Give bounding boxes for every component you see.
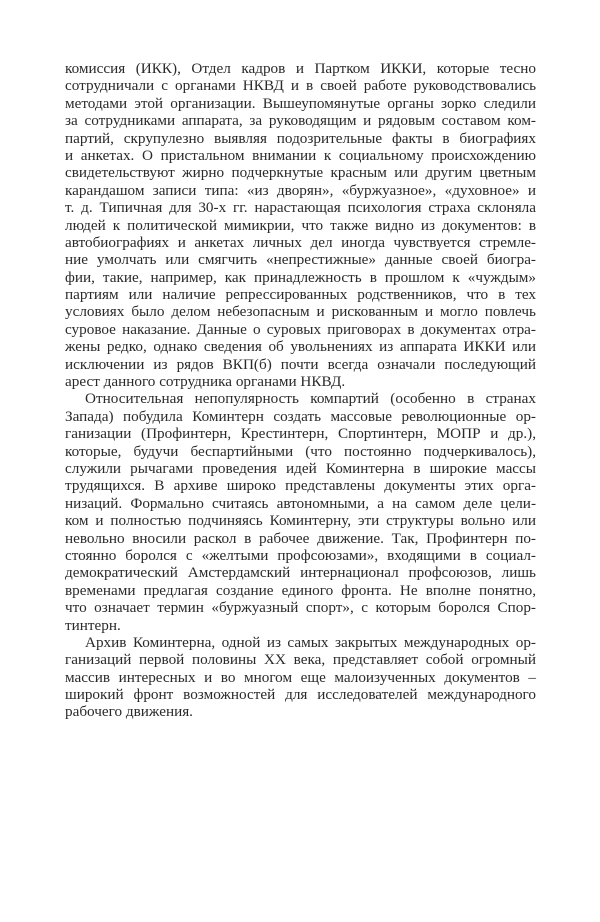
text-line: свидетельствуют жирно подчеркнутые красным или другим цветным <box>65 164 536 182</box>
text-line: автобиографиях и анкетах личных дел иногда чувствуется стремле- <box>65 233 536 251</box>
text-line: жены редко, однако сведения об увольнениях из аппарата ИККИ или <box>65 338 536 356</box>
document-page <box>65 60 536 721</box>
text-line: ние умолчать или смягчить «непрестижные» данные своей биогра- <box>65 251 536 269</box>
text-line: людей к политической мимикрии, что также видно из документов: в <box>65 216 536 234</box>
text-line: ганизации (Профинтерн, Крестинтерн, Спортинтерн, МОПР и др.), <box>65 425 536 443</box>
text-line: рабочего движения. <box>65 703 193 721</box>
text-line: партий, скрупулезно выявляя подозрительные факты в биографиях <box>65 129 536 147</box>
text-line: низаций. Формально считаясь автономными, а на самом деле цели- <box>65 494 536 512</box>
text-line: и анкетах. О пристальном внимании к социальному происхождению <box>65 146 536 164</box>
text-line: партиям или наличие репрессированных родственников, что в тех <box>65 286 536 304</box>
text-line: условиях было делом небезопасным и рискованным и могло повлечь <box>65 303 536 321</box>
text-line: суровое наказание. Данные о суровых приговорах в документах отра- <box>65 320 536 338</box>
paragraph <box>65 634 536 721</box>
text-line: трудящихся. В архиве широко представлены документы этих орга- <box>65 477 536 495</box>
text-line: стоянно боролся с «желтыми профсоюзами», входящими в социал- <box>65 546 536 564</box>
text-line: т. д. Типичная для 30-х гг. нарастающая психология страха склоняла <box>65 199 536 217</box>
text-line: что означает термин «буржуазный спорт», с которым боролся Спор- <box>65 599 536 617</box>
text-line: широкий фронт возможностей для исследователей международного <box>65 686 536 704</box>
paragraph <box>65 390 536 633</box>
paragraph <box>65 60 536 390</box>
text-line: комиссия (ИКК), Отдел кадров и Партком ИККИ, которые тесно <box>65 60 536 77</box>
text-line: фии, такие, например, как принадлежность в прошлом к «чуждым» <box>65 268 536 286</box>
text-line: массив интересных и во многом еще малоизученных документов – <box>65 668 536 686</box>
text-line: методами этой организации. Вышеупомянутые органы зорко следили <box>65 94 536 112</box>
text-line: карандашом записи типа: «из дворян», «буржуазное», «духовное» и <box>65 181 536 199</box>
text-line: демократический Амстердамский интернационал профсоюзов, лишь <box>65 564 536 582</box>
text-line: невольно вносили раскол в рабочее движение. Так, Профинтерн по- <box>65 529 536 547</box>
text-line: тинтерн. <box>65 616 121 634</box>
text-line: Запада) побудила Коминтерн создать массовые революционные ор- <box>65 407 536 425</box>
text-line: ганизаций первой половины XX века, представляет собой огромный <box>65 651 536 669</box>
text-line: исключении из рядов ВКП(б) почти всегда означали последующий <box>65 355 536 373</box>
text-line: сотрудничали с органами НКВД и в своей работе руководствовались <box>65 77 536 95</box>
text-line: временами предлагая создание единого фронта. Не вполне понятно, <box>65 581 536 599</box>
text-line: Относительная непопулярность компартий (особенно в странах <box>85 390 536 408</box>
text-line: служили рычагами проведения идей Коминтерна в широкие массы <box>65 459 536 477</box>
text-line: арест данного сотрудника органами НКВД. <box>65 373 346 391</box>
text-line: которые, будучи беспартийными (что постоянно подчеркивалось), <box>65 442 536 460</box>
text-line: ком и полностью подчиняясь Коминтерну, эти структуры вольно или <box>65 512 536 530</box>
text-line: Архив Коминтерна, одной из самых закрытых международных ор- <box>85 633 536 651</box>
text-line: за сотрудниками аппарата, за руководящим и рядовым составом ком- <box>65 112 536 130</box>
